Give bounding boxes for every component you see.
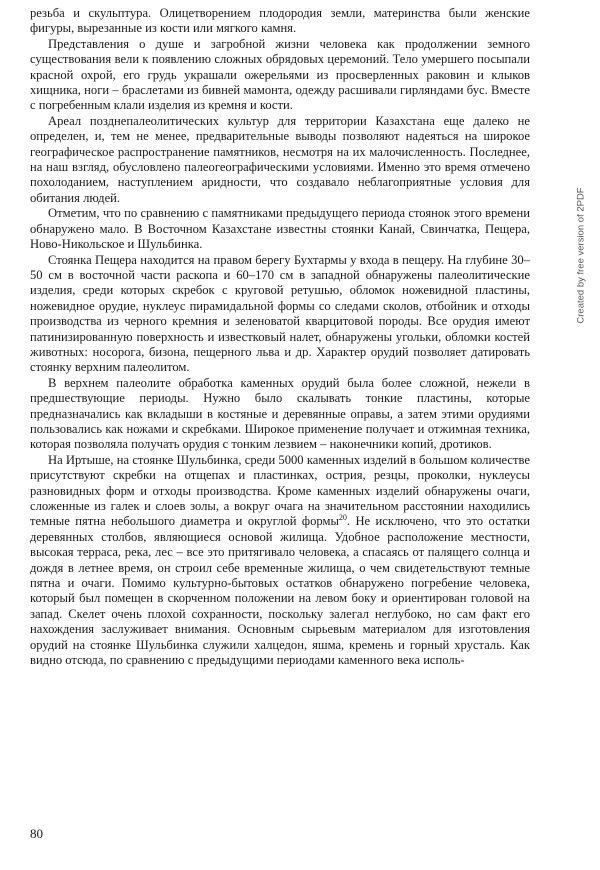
page-number: 80 <box>30 826 43 841</box>
paragraph-7-before-footnote: На Иртыше, на стоянке Шульбинка, среди 5000 каменных изделий в большом количестве присутствуют скребки на отщепах и пластинках, острия, резцы, проколки, нуклеусы разновидных форм и отходы производства. Кроме каменных изделий обнаружены очаги, сложенные из галек и слоев золы, а вокруг очага на значительном расстоянии находились темные пятна небольшого диаметра и округлой формы <box>30 452 530 529</box>
paragraph-7-after-footnote: . Не исключено, что это остатки деревянных столбов, являющиеся основой жилища. Удобное расположение местности, высокая терраса, река, лес – все это притягивало человека, а спасаясь от палящего солнца и дождя в летнее время, он строил себе временные жилища, о чем свидетельствуют темные пятна и очаги. Помимо культурно-бытовых остатков обнаружено погребение человека, который был помещен в скорченном положении на левом боку и ориентирован головой на запад. Скелет очень плохой сохранности, поскольку залегал неглубоко, но сам факт его нахождения заслуживает внимания. Основным сырьевым материалом для изготовления орудий на стоянке Шульбинка служили халцедон, яшма, кремень и горный хрусталь. Как видно отсюда, по сравнению с предыдущими периодами каменного века исполь- <box>30 514 530 668</box>
paragraph-2: Представления о душе и загробной жизни человека как продолжении земного существования вели к появлению сложных обрядовых церемоний. Тело умершего посыпали красной охрой, его грудь украшали ожерельями из просверленных раковин и клыков хищника, ноги – браслетами из бивней мамонта, одежду расшивали гирляндами бус. Вместе с погребенным клали изделия из кремня и кости. <box>30 36 530 113</box>
paragraph-5: Стоянка Пещера находится на правом берегу Бухтармы у входа в пещеру. На глубине 30–50 см в восточной части раскопа и 60–170 см в западной обнаружены палеолитические изделия, среди которых скребок с круговой ретушью, обломок ножевидной пластины, ножевидное орудие, нуклеус пирамидальной формы со следами сколов, отбойник и отходы производства из черного кремния и зеленоватой кварцитовой породы. Все орудия имеют патинизированную поверхность и известковый налет, обнаружены угольки, обломки костей животных: носорога, бизона, пещерного льва и др. Характер орудий позволяет датировать стоянку верхним палеолитом. <box>30 252 530 375</box>
footnote-reference[interactable]: 20 <box>338 513 347 523</box>
watermark-text: Created by free version of 2PDF <box>575 186 587 324</box>
paragraph-3: Ареал позднепалеолитических культур для территории Казахстана еще далеко не определен, и, тем не менее, предварительные выводы позволяют надеяться на широкое географическое распространение памятников, несмотря на их малочисленность. Последнее, на наш взгляд, обусловлено палеогеографическими условиями. Именно это время отмечено похолоданием, наступлением аридности, что создавало неблагоприятные условия для обитания людей. <box>30 113 530 205</box>
paragraph-1: резьба и скульптура. Олицетворением плодородия земли, материнства были женские фигуры, вырезанные из кости или мягкого камня. <box>30 6 530 36</box>
paragraph-4: Отметим, что по сравнению с памятниками предыдущего периода стоянок этого времени обнаружено мало. В Восточном Казахстане известны стоянки Канай, Свинчатка, Пещера, Ново-Никольское и Шульбинка. <box>30 206 530 252</box>
paragraph-6: В верхнем палеолите обработка каменных орудий была более сложной, нежели в предшествующие периоды. Нужно было скалывать тонкие пластины, которые предназначались как вкладыши в костяные и деревянные оправы, а затем этими орудиями пользовались как ножами и скребками. Широкое применение получает и отжимная техника, которая позволяла получать орудия с тонким лезвием – наконечники копий, дротиков. <box>30 375 530 452</box>
page-text <box>30 6 530 668</box>
paragraph-7 <box>30 453 530 669</box>
watermark <box>570 186 592 324</box>
